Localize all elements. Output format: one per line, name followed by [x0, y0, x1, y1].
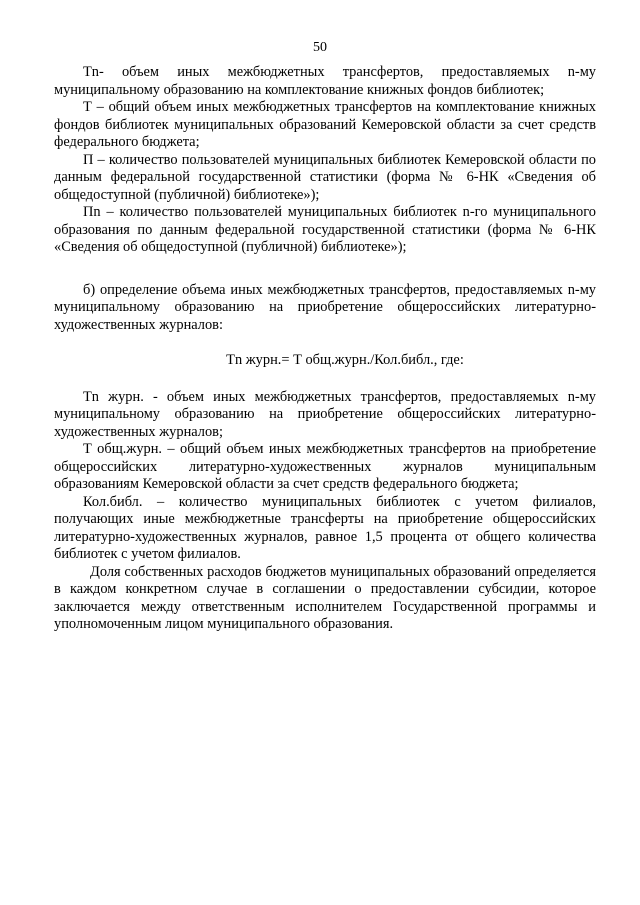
- document-body: [54, 64, 596, 634]
- paragraph-section-b: б) определение объема иных межбюджетных трансфертов, предоставляемых n-му муниципальному образованию на приобретение общероссийских литературно-художественных журналов:: [54, 281, 596, 333]
- page-number: 50: [313, 40, 327, 55]
- formula-journals: Тn журн.= Т общ.журн./Кол.библ., где:: [226, 352, 464, 368]
- paragraph-t-definition: Т – общий объем иных межбюджетных трансфертов на комплектование книжных фондов библиотек муниципальных образований Кемеровской области за счет средств федерального бюджета;: [54, 99, 596, 150]
- paragraph-tn-definition: Tn- объем иных межбюджетных трансфертов, предоставляемых n-му муниципальному образованию на комплектование книжных фондов библиотек;: [54, 64, 596, 98]
- paragraph-pn-definition: Пn – количество пользователей муниципальных библиотек n-го муниципального образования по данным федеральной государственной статистики (форма № 6-НК «Сведения об общедоступной (публичной) библиотеке»);: [54, 204, 596, 255]
- paragraph-tn-journal-definition: Тn журн. - объем иных межбюджетных трансфертов, предоставляемых n-му муниципальному образованию на приобретение общероссийских литературно-художественных журналов;: [54, 388, 596, 440]
- paragraph-kol-bibl-definition: Кол.библ. – количество муниципальных библиотек с учетом филиалов, получающих иные межбюджетные трансферты на приобретение общероссийских литературно-художественных журналов, равное 1,5 процента от общего количества библиотек с учетом филиалов.: [54, 493, 596, 562]
- paragraph-own-expenses: Доля собственных расходов бюджетов муниципальных образований определяется в каждом конкретном случае в соглашении о предоставлении субсидии, которое заключается между ответственным исполнителем Государственной программы и уполномоченным лицом муниципального образования.: [54, 563, 596, 632]
- paragraph-p-definition: П – количество пользователей муниципальных библиотек Кемеровской области по данным федеральной государственной статистики (форма № 6-НК «Сведения об общедоступной (публичной) библиотеке»);: [54, 151, 596, 203]
- paragraph-t-journal-definition: Т общ.журн. – общий объем иных межбюджетных трансфертов на приобретение общероссийских литературно-художественных журналов муниципальным образованиям Кемеровской области за счет средств федерального бюджета;: [54, 441, 596, 492]
